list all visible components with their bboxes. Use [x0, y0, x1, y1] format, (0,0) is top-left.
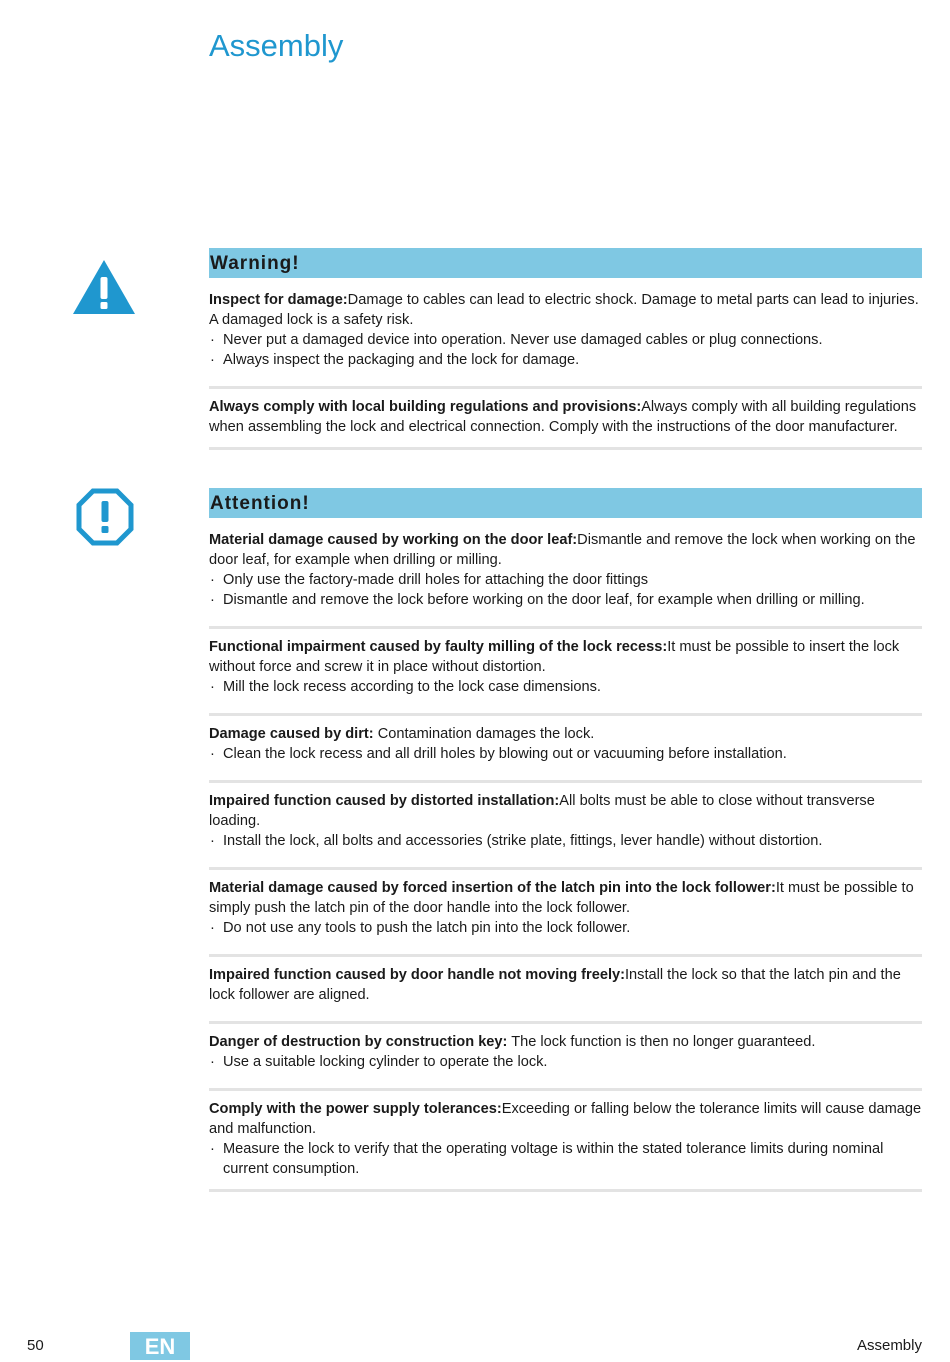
notice-block [209, 867, 922, 946]
notice-paragraph [209, 724, 922, 744]
notice-title: Always comply with local building regulations and provisions: [209, 399, 642, 415]
warning-header: Warning! [209, 248, 922, 278]
bullet-list [209, 330, 922, 370]
bullet-list [209, 1139, 922, 1179]
bullet-list [209, 918, 922, 938]
bullet-item: · Install the lock, all bolts and accessories (strike plate, fittings, lever handle) without distortion. [209, 831, 922, 851]
notice-text: It must be possible to simply push the latch pin of the door handle into the lock follower. [209, 880, 914, 916]
notice-paragraph [209, 965, 922, 1005]
notice-title: Comply with the power supply tolerances: [209, 1101, 502, 1117]
notice-block [209, 530, 922, 618]
bullet-item: · Never put a damaged device into operation. Never use damaged cables or plug connections. [209, 330, 922, 350]
notice-paragraph [209, 1032, 922, 1052]
notice-paragraph [209, 1099, 922, 1139]
warning-triangle-icon [71, 258, 137, 321]
notice-text: Exceeding or falling below the tolerance limits will cause damage and malfunction. [209, 1101, 922, 1137]
notice-text: All bolts must be able to close without transverse loading. [209, 793, 875, 829]
bullet-item: · Do not use any tools to push the latch pin into the lock follower. [209, 918, 922, 938]
bullet-item: · Measure the lock to verify that the operating voltage is within the stated tolerance limits during nominal current consumption. [209, 1139, 922, 1179]
notice-text: It must be possible to insert the lock without force and screw it in place without distortion. [209, 639, 900, 675]
notice-block [209, 290, 922, 378]
notice-paragraph [209, 397, 922, 437]
bullet-list [209, 1052, 922, 1072]
notice-paragraph [209, 530, 922, 570]
bullet-list [209, 831, 922, 851]
notice-block [209, 954, 922, 1013]
notice-text: Damage to cables can lead to electric shock. Damage to metal parts can lead to injuries. A damaged lock is a safety risk. [209, 292, 919, 328]
bullet-item: · Dismantle and remove the lock before working on the door leaf, for example when drilling or milling. [209, 590, 922, 610]
notice-paragraph [209, 290, 922, 330]
bullet-item: · Only use the factory-made drill holes for attaching the door fittings [209, 570, 922, 590]
notice-block [209, 1088, 922, 1192]
notice-title: Functional impairment caused by faulty milling of the lock recess: [209, 639, 668, 655]
bullet-item: · Clean the lock recess and all drill holes by blowing out or vacuuming before installation. [209, 744, 922, 764]
page-number: 50 [27, 1337, 44, 1354]
bullet-item: · Mill the lock recess according to the lock case dimensions. [209, 677, 922, 697]
bullet-item: · Use a suitable locking cylinder to operate the lock. [209, 1052, 922, 1072]
notice-paragraph [209, 878, 922, 918]
notice-title: Inspect for damage: [209, 292, 348, 308]
notice-paragraph [209, 791, 922, 831]
notice-block [209, 386, 922, 450]
notice-block [209, 1021, 922, 1080]
notice-title: Impaired function caused by door handle not moving freely: [209, 967, 625, 983]
notice-paragraph [209, 637, 922, 677]
notice-text: Contamination damages the lock. [373, 726, 595, 742]
notice-block [209, 626, 922, 705]
footer-section-title: Assembly [856, 1337, 922, 1354]
bullet-item: · Always inspect the packaging and the lock for damage. [209, 350, 922, 370]
bullet-list [209, 677, 922, 697]
notice-title: Damage caused by dirt: [209, 726, 374, 742]
notice-title: Impaired function caused by distorted installation: [209, 793, 560, 809]
notice-title: Material damage caused by working on the door leaf: [209, 532, 578, 548]
bullet-list [209, 744, 922, 764]
notice-text: Always comply with all building regulations when assembling the lock and electrical connection. Comply with the instructions of the door manufacturer. [209, 399, 917, 435]
attention-section [209, 488, 922, 1192]
attention-header: Attention! [209, 488, 922, 518]
notice-text: Dismantle and remove the lock when working on the door leaf, for example when drilling or milling. [209, 532, 916, 568]
notice-block [209, 780, 922, 859]
language-badge: EN [130, 1332, 190, 1360]
bullet-list [209, 570, 922, 610]
notice-title: Danger of destruction by construction key: [209, 1034, 508, 1050]
notice-block [209, 713, 922, 772]
warning-section [209, 248, 922, 450]
notice-text: The lock function is then no longer guaranteed. [507, 1034, 816, 1050]
notice-text: Install the lock so that the latch pin and the lock follower are aligned. [209, 967, 901, 1003]
page-title: Assembly [209, 28, 344, 63]
notice-title: Material damage caused by forced insertion of the latch pin into the lock follower: [209, 880, 776, 896]
attention-octagon-icon [76, 488, 134, 551]
